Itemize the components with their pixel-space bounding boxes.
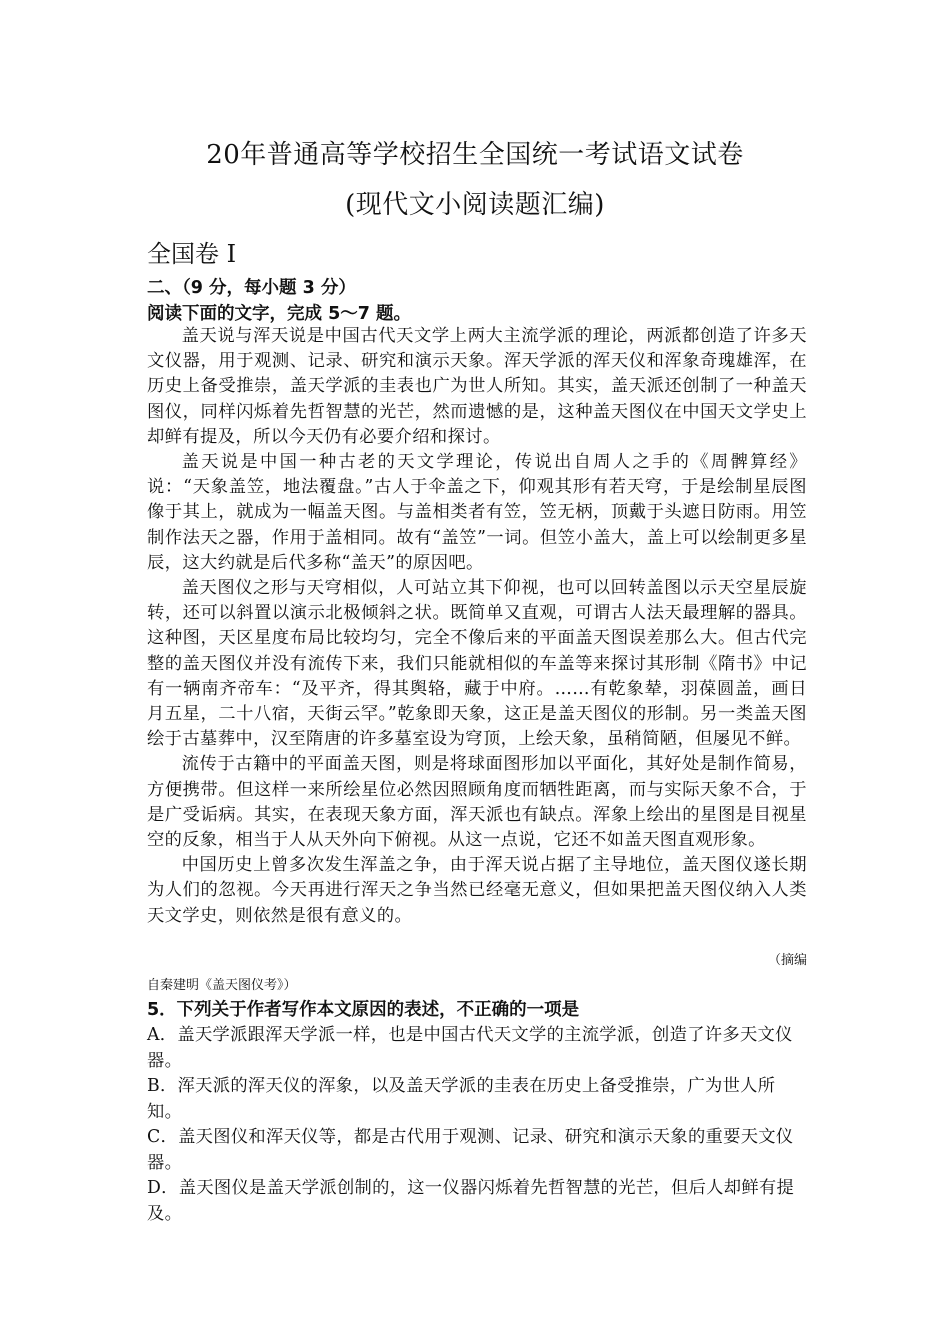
question-5 <box>147 997 809 1227</box>
source-note-start: （摘编 <box>767 953 807 968</box>
page-subtitle: (现代文小阅读题汇编) <box>345 190 605 220</box>
option-b: B．浑天派的浑天仪的浑象，以及盖天学派的圭表在历史上备受推崇，广为世人所知。 <box>147 1076 776 1122</box>
source-note-end: 自秦建明《盖天图仪考》） <box>147 978 297 993</box>
page-title: 20年普通高等学校招生全国统一考试语文试卷 <box>206 140 744 170</box>
reading-passage <box>147 324 807 929</box>
option-d: D．盖天图仪是盖天学派创制的，这一仪器闪烁着先哲智慧的光芒，但后人却鲜有提及。 <box>147 1178 795 1224</box>
passage-paragraph: 中国历史上曾多次发生浑盖之争，由于浑天说占据了主导地位，盖天图仪遂长期为人们的忽视。今天再进行浑天之争当然已经毫无意义，但如果把盖天图仪纳入人类天文学史，则依然是很有意义的。 <box>147 855 807 926</box>
question-group-instruction: 阅读下面的文字，完成 5～7 题。 <box>147 304 412 324</box>
passage-paragraph: 流传于古籍中的平面盖天图，则是将球面图形加以平面化，其好处是制作简易，方便携带。但这样一来所绘星位必然因照顾角度而牺牲距离，而与实际天象不合，于是广受诟病。其实，在表现天象方面，浑天派也有缺点。浑象上绘出的星图是目视星空的反象，相当于人从天外向下俯视。从这一点说，它还不如盖天图直观形象。 <box>147 754 807 851</box>
section-heading: 全国卷 I <box>147 240 237 268</box>
question-group-heading: 二、（9 分，每小题 3 分） <box>147 278 356 298</box>
passage-paragraph: 盖天说与浑天说是中国古代天文学上两大主流学派的理论，两派都创造了许多天文仪器，用于观测、记录、研究和演示天象。浑天学派的浑天仪和浑象奇瑰雄浑，在历史上备受推崇，盖天学派的圭表也广为世人所知。其实，盖天派还创制了一种盖天图仪，同样闪烁着先哲智慧的光芒，然而遗憾的是，这种盖天图仪在中国天文学史上却鲜有提及，所以今天仍有必要介绍和探讨。 <box>147 326 807 447</box>
option-a: A．盖天学派跟浑天学派一样，也是中国古代天文学的主流学派，创造了许多天文仪器。 <box>147 1025 793 1071</box>
question-stem: 5．下列关于作者写作本文原因的表述，不正确的一项是 <box>147 1000 580 1020</box>
passage-paragraph: 盖天图仪之形与天穹相似，人可站立其下仰视，也可以回转盖图以示天空星辰旋转，还可以斜置以演示北极倾斜之状。既简单又直观，可谓古人法天最理解的器具。这种图，天区星度布局比较均匀，完全不像后来的平面盖天图误差那么大。但古代完整的盖天图仪并没有流传下来，我们只能就相似的车盖等来探讨其形制《隋书》中记有一辆南齐帝车：“及平齐，得其舆辂，藏于中府。……有乾象辇，羽葆圆盖，画日月五星，二十八宿，天街云罕。”乾象即天象，这正是盖天图仪的形制。另一类盖天图绘于古墓葬中，汉至隋唐的许多墓室设为穹顶，上绘天象，虽稍简陋，但屡见不鲜。 <box>147 578 807 750</box>
passage-paragraph: 盖天说是中国一种古老的天文学理论，传说出自周人之手的《周髀算经》说：“天象盖笠，地法覆盘。”古人于伞盖之下，仰观其形有若天穹，于是绘制星辰图像于其上，就成为一幅盖天图。与盖相类者有笠，笠无柄，顶戴于头遮日防雨。用笠制作法天之器，作用于盖相同。故有“盖笠”一词。但笠小盖大，盖上可以绘制更多星辰，这大约就是后代多称“盖天”的原因吧。 <box>147 452 807 573</box>
option-c: C．盖天图仪和浑天仪等，都是古代用于观测、记录、研究和演示天象的重要天文仪器。 <box>147 1127 794 1173</box>
